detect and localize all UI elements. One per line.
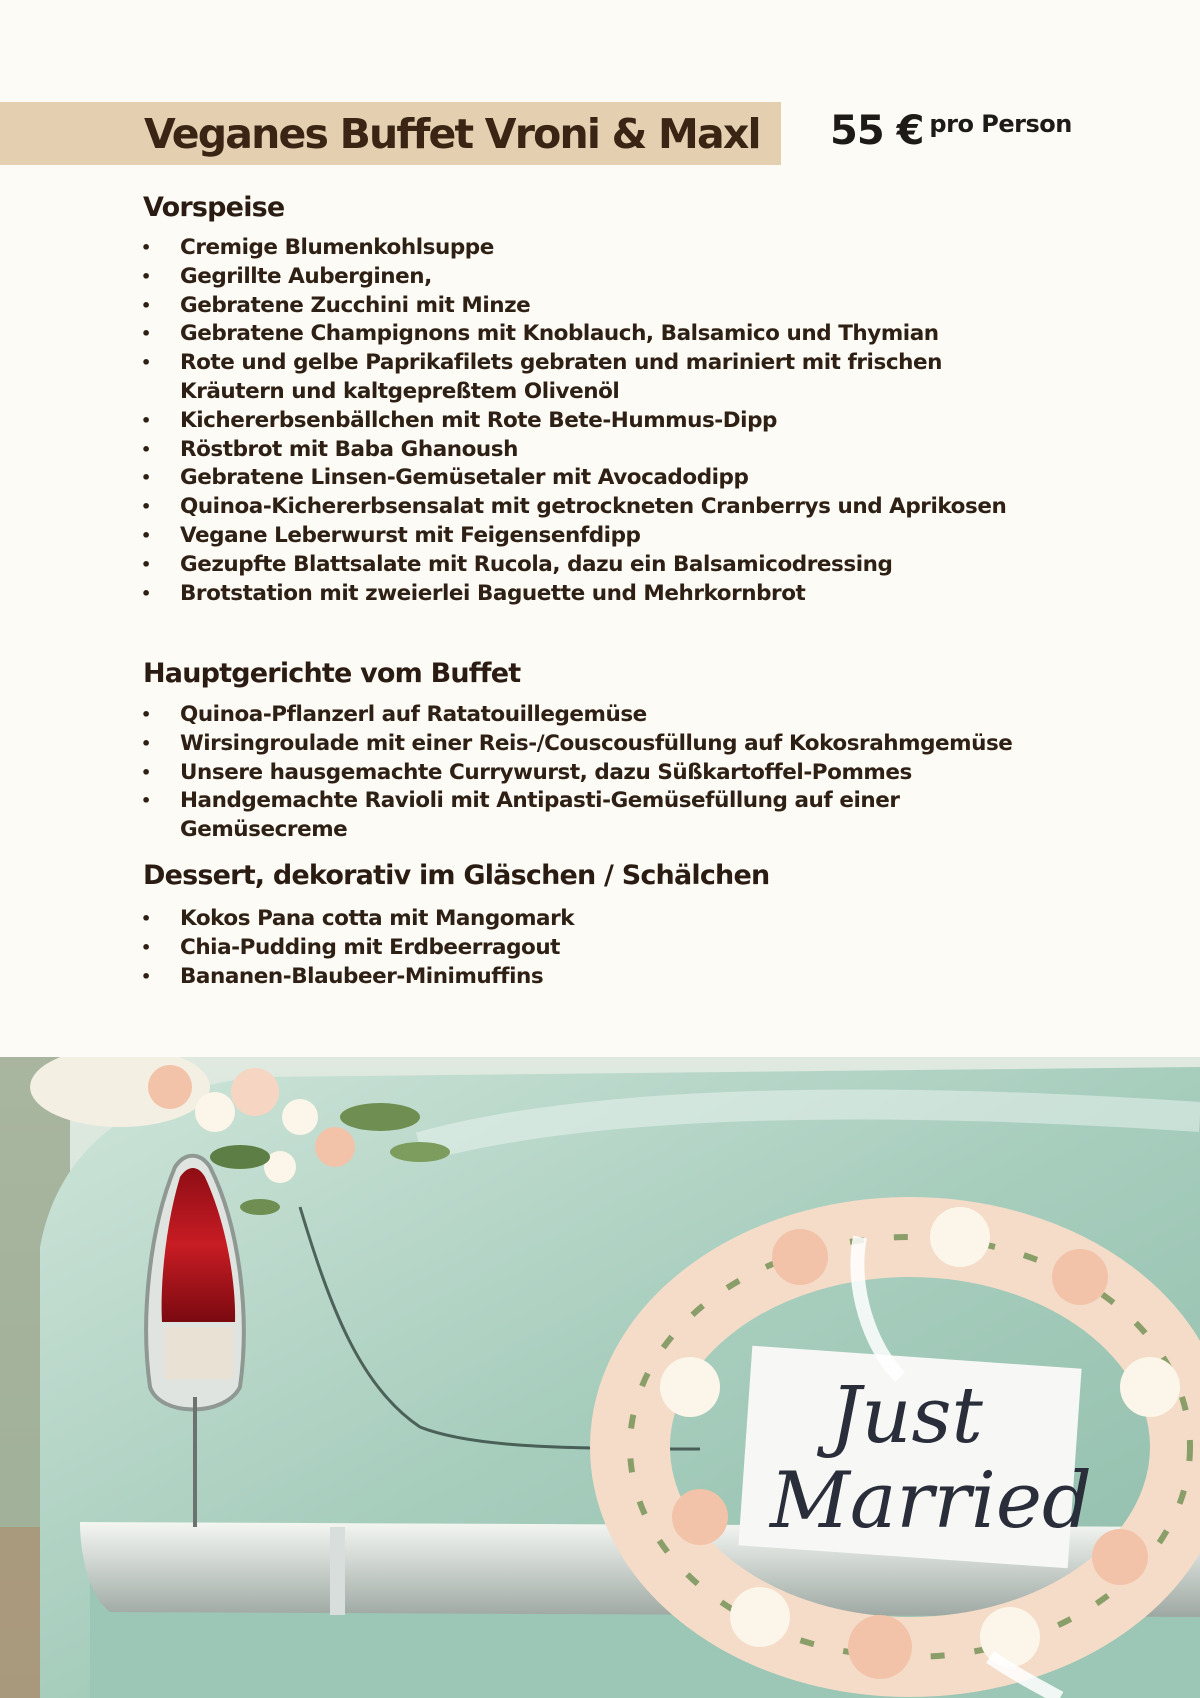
section-hauptgerichte: [143, 656, 1043, 845]
price: [830, 108, 1072, 154]
sign-line-1: Just: [830, 1371, 983, 1461]
menu-item: • Bananen-Blaubeer-Minimuffins: [143, 963, 1050, 992]
menu-item: • Rote und gelbe Paprikafilets gebraten und mariniert mit frischen Kräutern und kaltgepreßtem Olivenöl: [143, 349, 1050, 407]
menu-item: • Gebratene Champignons mit Knoblauch, Balsamico und Thymian: [143, 320, 1050, 349]
section-heading: Hauptgerichte vom Buffet: [143, 658, 521, 689]
price-amount: 55 €: [830, 108, 924, 154]
menu-item: • Handgemachte Ravioli mit Antipasti-Gemüsefüllung auf einer Gemüsecreme: [143, 787, 1050, 845]
menu-item: • Cremige Blumenkohlsuppe: [143, 234, 1050, 263]
menu-item: • Gebratene Linsen-Gemüsetaler mit Avocadodipp: [143, 464, 1050, 493]
menu-item: • Quinoa-Kichererbsensalat mit getrockneten Cranberrys und Aprikosen: [143, 493, 1050, 522]
wedding-car-photo: [0, 1057, 1200, 1698]
sign-line-2: Married: [770, 1456, 1092, 1546]
menu-item: • Chia-Pudding mit Erdbeerragout: [143, 934, 1050, 963]
menu-item: • Wirsingroulade mit einer Reis-/Couscousfüllung auf Kokosrahmgemüse: [143, 730, 1050, 759]
section-heading: Dessert, dekorativ im Gläschen / Schälchen: [143, 860, 770, 891]
menu-item: • Unsere hausgemachte Currywurst, dazu Süßkartoffel-Pommes: [143, 759, 1050, 788]
section-heading: Vorspeise: [143, 192, 285, 223]
menu-item: • Kichererbsenbällchen mit Rote Bete-Hummus-Dipp: [143, 407, 1050, 436]
menu-item: • Röstbrot mit Baba Ghanoush: [143, 436, 1050, 465]
menu-item: • Gegrillte Auberginen,: [143, 263, 1050, 292]
menu-item: • Kokos Pana cotta mit Mangomark: [143, 905, 1050, 934]
menu-item: • Quinoa-Pflanzerl auf Ratatouillegemüse: [143, 701, 1050, 730]
section-dessert: [143, 858, 1043, 991]
menu-list: [143, 234, 1043, 608]
menu-list: [143, 905, 1043, 991]
menu-list: [143, 701, 1043, 845]
price-unit: pro Person: [929, 110, 1072, 138]
menu-item: • Gebratene Zucchini mit Minze: [143, 292, 1050, 321]
section-vorspeise: [143, 190, 1043, 608]
menu-item: • Gezupfte Blattsalate mit Rucola, dazu ein Balsamicodressing: [143, 551, 1050, 580]
wedding-car-illustration: [0, 1057, 1200, 1698]
menu-item: • Vegane Leberwurst mit Feigensenfdipp: [143, 522, 1050, 551]
page-title: Veganes Buffet Vroni & Maxl: [144, 110, 760, 158]
menu-item: • Brotstation mit zweierlei Baguette und Mehrkornbrot: [143, 580, 1050, 609]
